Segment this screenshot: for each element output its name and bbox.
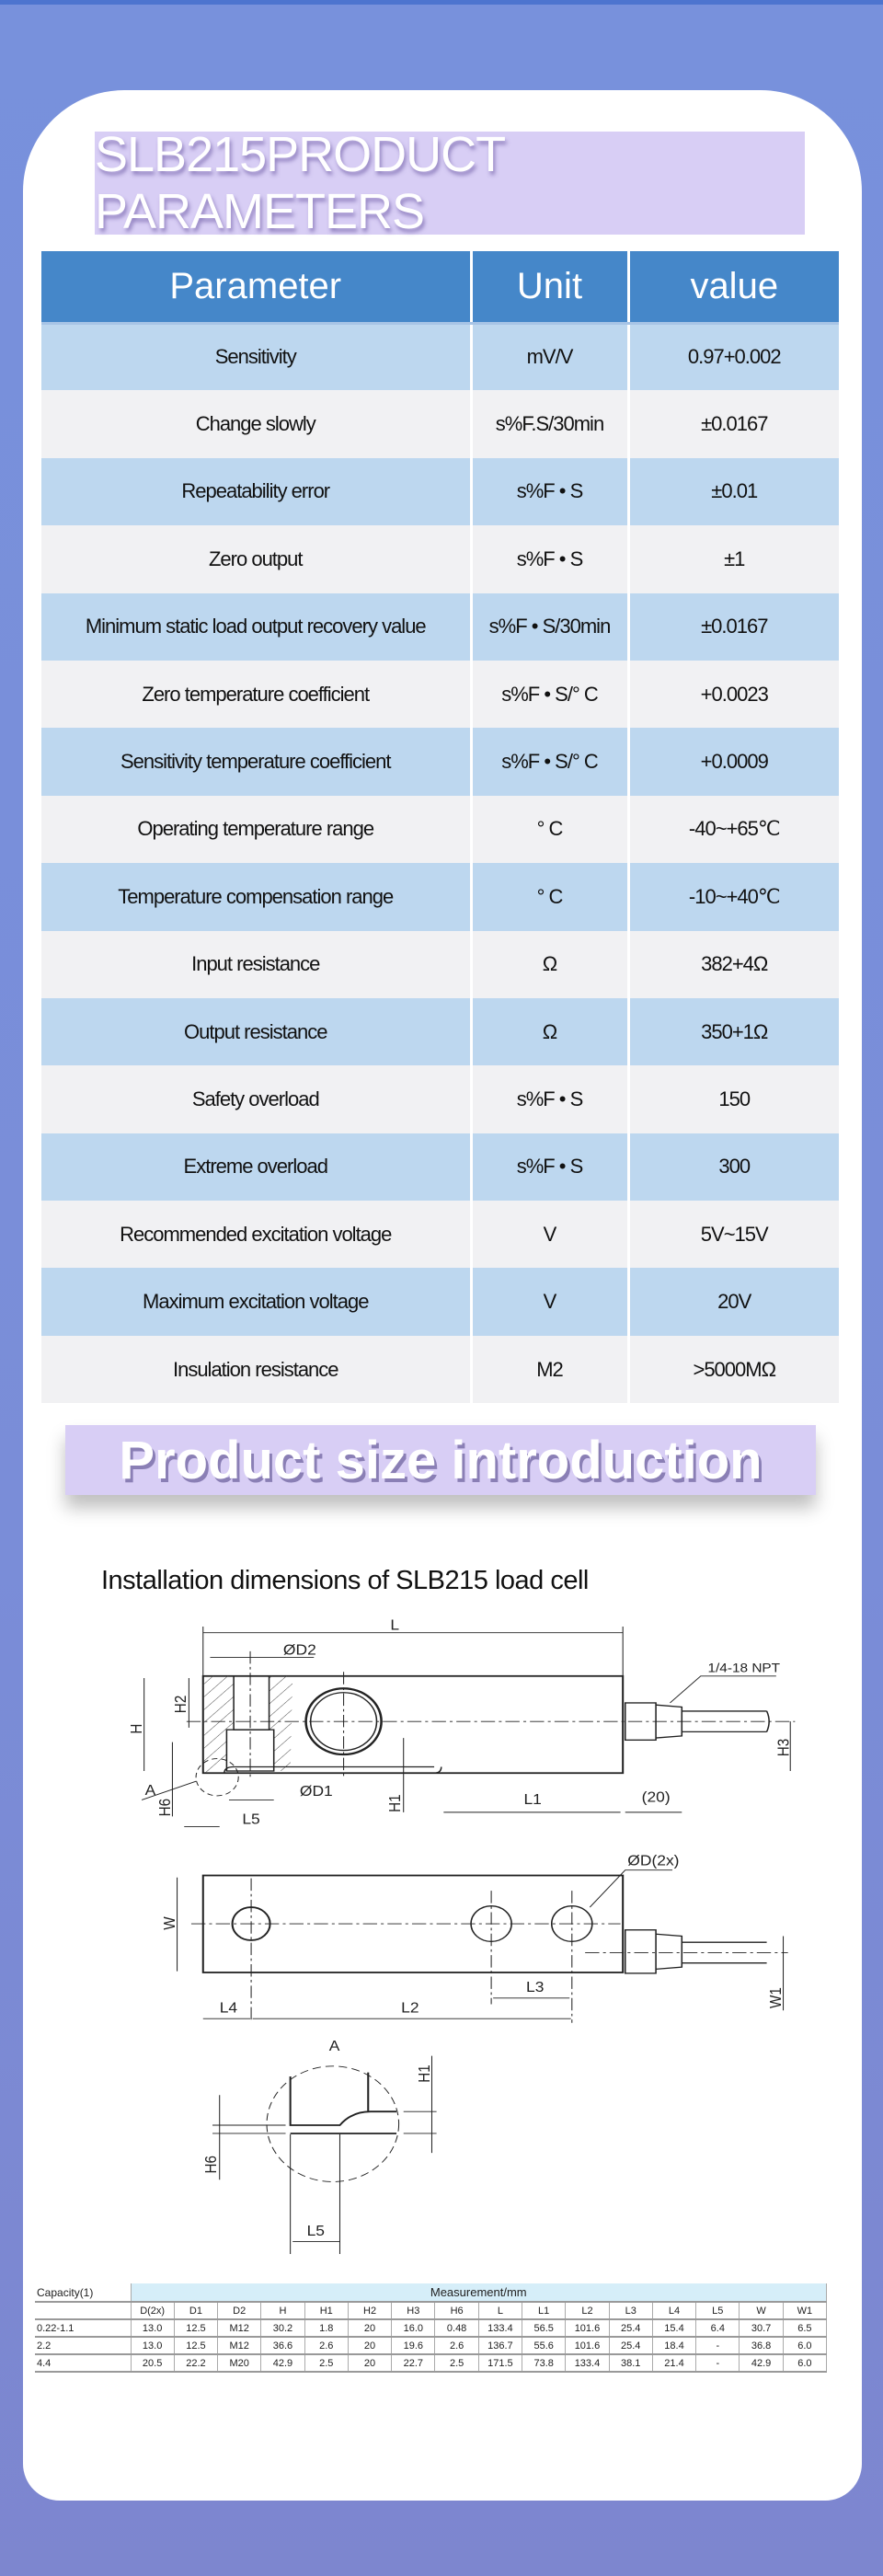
measurement-cell: 18.4 — [652, 2337, 695, 2354]
table-row — [41, 390, 839, 457]
table-row — [41, 728, 839, 795]
unit-cell: s%F • S — [471, 525, 628, 592]
measurement-cell: 12.5 — [174, 2337, 217, 2354]
measurement-column-headers — [35, 2302, 827, 2319]
parameter-cell: Maximum excitation voltage — [41, 1268, 471, 1335]
table-row — [41, 1336, 839, 1403]
value-cell: ±0.0167 — [628, 593, 839, 661]
size-banner — [65, 1425, 816, 1495]
table-row — [41, 323, 839, 390]
parameter-cell: Insulation resistance — [41, 1336, 471, 1403]
value-cell: +0.0023 — [628, 661, 839, 728]
measurement-cell: 19.6 — [392, 2337, 435, 2354]
unit-cell: M2 — [471, 1336, 628, 1403]
measurement-cell: 133.4 — [566, 2354, 609, 2372]
table-row — [41, 931, 839, 998]
measurement-cell: 2.6 — [435, 2337, 478, 2354]
unit-cell: V — [471, 1201, 628, 1268]
column-header-value: value — [628, 251, 839, 323]
measurement-cell: 73.8 — [522, 2354, 566, 2372]
value-cell: ±1 — [628, 525, 839, 592]
label-npt: 1/4-18 NPT — [707, 1662, 781, 1676]
capacity-header: Capacity(1) — [35, 2283, 131, 2302]
measurement-cell: 22.7 — [392, 2354, 435, 2372]
side-view — [142, 1627, 795, 1827]
table-row — [41, 593, 839, 661]
measurement-cell: 38.1 — [609, 2354, 652, 2372]
measurement-cell: 136.7 — [478, 2337, 522, 2354]
parameter-cell: Change slowly — [41, 390, 471, 457]
table-row — [41, 458, 839, 525]
measurement-cell: 16.0 — [392, 2319, 435, 2337]
measurement-cell: 6.0 — [783, 2354, 826, 2372]
value-cell: -10~+40℃ — [628, 863, 839, 930]
table-row — [41, 863, 839, 930]
table-row — [41, 661, 839, 728]
value-cell: 5V~15V — [628, 1201, 839, 1268]
parameter-cell: Minimum static load output recovery value — [41, 593, 471, 661]
label-D: ØD(2x) — [627, 1853, 680, 1869]
column-header: L4 — [652, 2302, 695, 2319]
column-header: H2 — [348, 2302, 391, 2319]
column-header: L2 — [566, 2302, 609, 2319]
column-header-unit: Unit — [471, 251, 628, 323]
table-row — [41, 998, 839, 1065]
label-W1: W1 — [767, 1987, 786, 2009]
label-20: (20) — [641, 1789, 671, 1806]
table-row — [41, 525, 839, 592]
measurement-cell: 21.4 — [652, 2354, 695, 2372]
column-header: L3 — [609, 2302, 652, 2319]
unit-cell: s%F • S/° C — [471, 728, 628, 795]
unit-cell: ° C — [471, 796, 628, 863]
empty-cell — [35, 2302, 131, 2319]
label-L5: L5 — [242, 1811, 260, 1828]
measurement-cell: 15.4 — [652, 2319, 695, 2337]
measurement-cell: 30.7 — [740, 2319, 783, 2337]
table-row — [41, 1201, 839, 1268]
parameter-cell: Sensitivity — [41, 323, 471, 390]
parameter-cell: Safety overload — [41, 1065, 471, 1133]
parameter-cell: Output resistance — [41, 998, 471, 1065]
measurement-cell: 6.4 — [696, 2319, 740, 2337]
measurement-cell: M12 — [218, 2319, 261, 2337]
measurement-cell: 55.6 — [522, 2337, 566, 2354]
parameter-cell: Zero output — [41, 525, 471, 592]
measurement-cell: 13.0 — [131, 2337, 174, 2354]
label-D1: ØD1 — [299, 1783, 333, 1800]
measurement-cell: 25.4 — [609, 2337, 652, 2354]
label-H1: H1 — [386, 1794, 405, 1812]
label-H6: H6 — [155, 1798, 175, 1817]
column-header: H3 — [392, 2302, 435, 2319]
capacity-cell: 2.2 — [35, 2337, 131, 2354]
measurement-cell: 6.0 — [783, 2337, 826, 2354]
measurement-cell: 36.8 — [740, 2337, 783, 2354]
measurement-table — [35, 2283, 827, 2373]
parameter-cell: Temperature compensation range — [41, 863, 471, 930]
size-banner-title: Product size introduction — [119, 1430, 763, 1490]
dimension-drawing — [83, 1610, 819, 2254]
value-cell: 300 — [628, 1133, 839, 1201]
value-cell: 350+1Ω — [628, 998, 839, 1065]
label-L: L — [390, 1617, 400, 1634]
top-strip — [0, 0, 883, 5]
measurement-cell: 101.6 — [566, 2337, 609, 2354]
column-header: D1 — [174, 2302, 217, 2319]
measurement-cell: 56.5 — [522, 2319, 566, 2337]
measurement-header: Measurement/mm — [131, 2283, 827, 2302]
column-header: D2 — [218, 2302, 261, 2319]
unit-cell: s%F • S — [471, 458, 628, 525]
value-cell: 0.97+0.002 — [628, 323, 839, 390]
parameter-cell: Extreme overload — [41, 1133, 471, 1201]
measurement-cell: 171.5 — [478, 2354, 522, 2372]
title-banner — [95, 127, 805, 239]
column-header: W — [740, 2302, 783, 2319]
table-row — [41, 1065, 839, 1133]
measurement-cell: 2.5 — [435, 2354, 478, 2372]
unit-cell: s%F.S/30min — [471, 390, 628, 457]
measurement-cell: 0.48 — [435, 2319, 478, 2337]
column-header: L — [478, 2302, 522, 2319]
unit-cell: s%F • S — [471, 1065, 628, 1133]
page-title: SLB215PRODUCT PARAMETERS — [95, 127, 505, 239]
parameter-cell: Recommended excitation voltage — [41, 1201, 471, 1268]
unit-cell: s%F • S/30min — [471, 593, 628, 661]
measurement-cell: 42.9 — [261, 2354, 304, 2372]
value-cell: >5000MΩ — [628, 1336, 839, 1403]
measurement-cell: 22.2 — [174, 2354, 217, 2372]
column-header: L1 — [522, 2302, 566, 2319]
measurement-cell: 25.4 — [609, 2319, 652, 2337]
measurement-cell: 2.6 — [304, 2337, 348, 2354]
measurement-cell: 20 — [348, 2337, 391, 2354]
measurement-cell: 20 — [348, 2354, 391, 2372]
column-header: D(2x) — [131, 2302, 174, 2319]
label-H3: H3 — [774, 1738, 793, 1757]
column-header-parameter: Parameter — [41, 251, 471, 323]
measurement-cell: 20 — [348, 2319, 391, 2337]
column-header: H6 — [435, 2302, 478, 2319]
column-header: L5 — [696, 2302, 740, 2319]
measurement-cell: 42.9 — [740, 2354, 783, 2372]
measurement-cell: 30.2 — [261, 2319, 304, 2337]
measurement-cell: 13.0 — [131, 2319, 174, 2337]
value-cell: 20V — [628, 1268, 839, 1335]
top-view — [178, 1870, 788, 2023]
unit-cell: Ω — [471, 931, 628, 998]
unit-cell: Ω — [471, 998, 628, 1065]
value-cell: ±0.01 — [628, 458, 839, 525]
measurement-cell: M12 — [218, 2337, 261, 2354]
label-H1-detail: H1 — [416, 2064, 434, 2083]
measurement-cell: 101.6 — [566, 2319, 609, 2337]
column-header: W1 — [783, 2302, 826, 2319]
measurement-cell: - — [696, 2337, 740, 2354]
parameter-cell: Input resistance — [41, 931, 471, 998]
measurement-cell: 20.5 — [131, 2354, 174, 2372]
label-W: W — [161, 1916, 179, 1930]
unit-cell: s%F • S — [471, 1133, 628, 1201]
parameters-table — [41, 251, 839, 1403]
parameter-cell: Operating temperature range — [41, 796, 471, 863]
value-cell: 382+4Ω — [628, 931, 839, 998]
measurement-cell: 12.5 — [174, 2319, 217, 2337]
table-row — [35, 2319, 827, 2337]
value-cell: 150 — [628, 1065, 839, 1133]
label-L5-detail: L5 — [306, 2223, 325, 2239]
dimensions-title: Installation dimensions of SLB215 load cell — [101, 1566, 589, 1595]
value-cell: -40~+65℃ — [628, 796, 839, 863]
unit-cell: mV/V — [471, 323, 628, 390]
measurement-cell: - — [696, 2354, 740, 2372]
measurement-cell: 2.5 — [304, 2354, 348, 2372]
measurement-cell: 1.8 — [304, 2319, 348, 2337]
label-L2: L2 — [401, 2000, 419, 2017]
table-row — [41, 1268, 839, 1335]
label-H: H — [128, 1723, 146, 1734]
unit-cell: ° C — [471, 863, 628, 930]
column-header: H — [261, 2302, 304, 2319]
table-row — [41, 796, 839, 863]
capacity-cell: 0.22-1.1 — [35, 2319, 131, 2337]
value-cell: ±0.0167 — [628, 390, 839, 457]
table-row — [41, 1133, 839, 1201]
label-A: A — [144, 1782, 156, 1799]
label-D2: ØD2 — [282, 1642, 316, 1659]
label-H2: H2 — [171, 1695, 190, 1714]
value-cell: +0.0009 — [628, 728, 839, 795]
measurement-cell: 133.4 — [478, 2319, 522, 2337]
parameter-cell: Sensitivity temperature coefficient — [41, 728, 471, 795]
parameter-cell: Repeatability error — [41, 458, 471, 525]
unit-cell: s%F • S/° C — [471, 661, 628, 728]
parameter-cell: Zero temperature coefficient — [41, 661, 471, 728]
label-L4: L4 — [219, 2000, 238, 2017]
label-L3: L3 — [526, 1980, 545, 1995]
table-row — [35, 2354, 827, 2372]
label-L1: L1 — [523, 1791, 542, 1808]
label-H6-detail: H6 — [202, 2156, 221, 2174]
measurement-cell: 6.5 — [783, 2319, 826, 2337]
column-header: H1 — [304, 2302, 348, 2319]
measurement-cell: M20 — [218, 2354, 261, 2372]
measurement-cell: 36.6 — [261, 2337, 304, 2354]
unit-cell: V — [471, 1268, 628, 1335]
capacity-cell: 4.4 — [35, 2354, 131, 2372]
table-row — [35, 2337, 827, 2354]
label-A-detail: A — [328, 2039, 340, 2054]
